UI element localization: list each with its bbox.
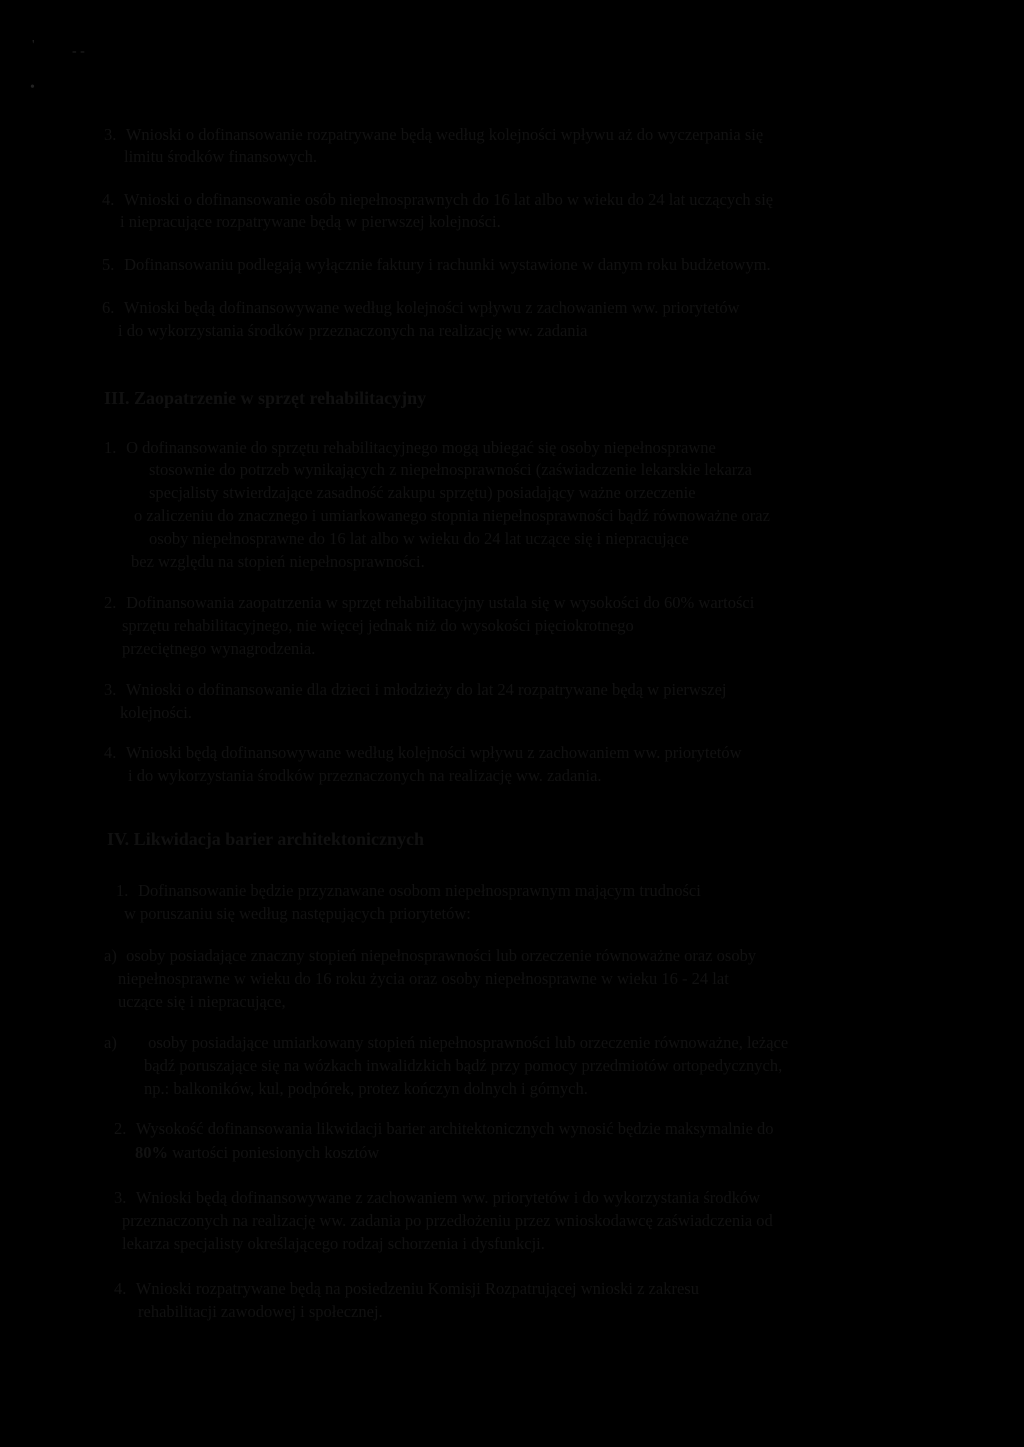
list-item (116, 880, 701, 902)
section-heading: IV. Likwidacja barier architektonicznych (107, 829, 425, 849)
item-number: 2. (104, 593, 117, 612)
list-item (104, 742, 742, 764)
item-text: Wnioski o dofinansowanie dla dzieci i młodzieży do lat 24 rozpatrywane będą w pierwszej (125, 680, 727, 699)
item-number: 3. (104, 680, 117, 699)
item-text: Wnioski będą dofinansowywane z zachowaniem ww. priorytetów i do wykorzystania środków (135, 1188, 761, 1207)
list-item (104, 945, 756, 967)
item-text-continuation: kolejności. (120, 703, 192, 722)
percent-value: 80% (135, 1143, 168, 1162)
item-text-continuation: przeciętnego wynagrodzenia. (122, 639, 316, 658)
list-item (114, 1278, 699, 1300)
item-text-continuation (135, 1142, 379, 1164)
item-text-continuation: osoby niepełnosprawne do 16 lat albo w wieku do 24 lat uczące się i niepracujące (149, 529, 689, 548)
item-number: 4. (104, 743, 117, 762)
item-text-continuation: rehabilitacji zawodowej i społecznej. (138, 1302, 383, 1321)
item-text-continuation: bez względu na stopień niepełnosprawności. (131, 552, 425, 571)
list-item (104, 124, 763, 146)
list-item (102, 297, 740, 319)
list-item (114, 1187, 760, 1209)
item-text-continuation: o zaliczeniu do znacznego i umiarkowanego stopnia niepełnosprawności bądź równoważne oraz (134, 506, 770, 525)
item-text: Wnioski o dofinansowanie osób niepełnosprawnych do 16 lat albo w wieku do 24 lat uczących się (123, 190, 774, 209)
item-text-continuation: przeznaczonych na realizację ww. zadania po przedłożeniu przez wnioskodawcę zaświadczenia od (122, 1211, 773, 1230)
item-text: Wnioski rozpatrywane będą na posiedzeniu Komisji Rozpatrującej wnioski z zakresu (135, 1279, 699, 1298)
item-text-continuation: w poruszaniu się według następujących priorytetów: (124, 904, 471, 923)
item-text: Wnioski będą dofinansowywane według kolejności wpływu z zachowaniem ww. priorytetów (123, 298, 740, 317)
item-number: 4. (102, 190, 115, 209)
item-text: wartości poniesionych kosztów (168, 1143, 380, 1162)
list-item (104, 437, 716, 459)
item-text: Wysokość dofinansowania likwidacji barier architektonicznych wynosić będzie maksymalnie do (135, 1119, 774, 1138)
item-text: O dofinansowanie do sprzętu rehabilitacyjnego mogą ubiegać się osoby niepełnosprawne (126, 438, 716, 457)
item-number: 3. (104, 125, 117, 144)
item-text-continuation: np.: balkoników, kul, podpórek, protez kończyn dolnych i górnych. (144, 1079, 588, 1098)
item-text: Dofinansowania zaopatrzenia w sprzęt rehabilitacyjny ustala się w wysokości do 60% wartości (126, 593, 755, 612)
item-text-continuation: lekarza specjalisty określającego rodzaj schorzenia i dysfunkcji. (122, 1234, 545, 1253)
scan-artifact-mark: ' (32, 38, 35, 53)
item-number: 1. (104, 438, 117, 457)
item-text-continuation: bądź poruszające się na wózkach inwalidzkich bądź przy pomocy przedmiotów ortopedycznych, (144, 1056, 783, 1075)
item-number: 3. (114, 1188, 127, 1207)
list-item (104, 1032, 788, 1054)
item-number: 2. (114, 1119, 127, 1138)
item-text-continuation: niepełnosprawne w wieku do 16 roku życia oraz osoby niepełnosprawne w wieku 16 - 24 lat (118, 969, 729, 988)
item-text: Dofinansowanie będzie przyznawane osobom niepełnosprawnym mającym trudności (138, 881, 701, 900)
scan-artifact-mark: - - (72, 44, 85, 59)
item-text-continuation: sprzętu rehabilitacyjnego, nie więcej jednak niż do wysokości pięciokrotnego (122, 616, 634, 635)
item-text-continuation: limitu środków finansowych. (124, 147, 317, 166)
list-item (104, 592, 754, 614)
item-text-continuation: stosownie do potrzeb wynikających z niepełnosprawności (zaświadczenie lekarskie lekarza (149, 460, 752, 479)
item-text-continuation: uczące się i niepracujące, (118, 992, 286, 1011)
item-text: Dofinansowaniu podlegają wyłącznie faktury i rachunki wystawione w danym roku budżetowym. (124, 255, 771, 274)
item-label: a) (104, 1033, 117, 1052)
item-text: Wnioski będą dofinansowywane według kolejności wpływu z zachowaniem ww. priorytetów (125, 743, 742, 762)
item-text: osoby posiadające umiarkowany stopień niepełnosprawności lub orzeczenie równoważne, leżące (148, 1033, 789, 1052)
item-text-continuation: specjalisty stwierdzające zasadność zakupu sprzętu) posiadający ważne orzeczenie (149, 483, 696, 502)
item-number: 1. (116, 881, 129, 900)
list-item (102, 189, 773, 211)
list-item (114, 1118, 774, 1140)
section-heading: III. Zaopatrzenie w sprzęt rehabilitacyjny (104, 388, 427, 408)
list-item (104, 679, 727, 701)
item-text: Wnioski o dofinansowanie rozpatrywane będą według kolejności wpływu aż do wyczerpania się (125, 125, 764, 144)
item-text-continuation: i do wykorzystania środków przeznaczonych na realizację ww. zadania. (128, 766, 602, 785)
item-text-continuation: i niepracujące rozpatrywane będą w pierwszej kolejności. (120, 212, 501, 231)
item-label: a) (104, 946, 117, 965)
list-item (102, 254, 771, 276)
item-number: 4. (114, 1279, 127, 1298)
item-text: osoby posiadające znaczny stopień niepełnosprawności lub orzeczenie równoważne oraz osoby (126, 946, 757, 965)
scan-artifact-mark: • (30, 80, 35, 95)
item-number: 5. (102, 255, 115, 274)
item-text-continuation: i do wykorzystania środków przeznaczonych na realizację ww. zadania (118, 321, 588, 340)
item-number: 6. (102, 298, 115, 317)
